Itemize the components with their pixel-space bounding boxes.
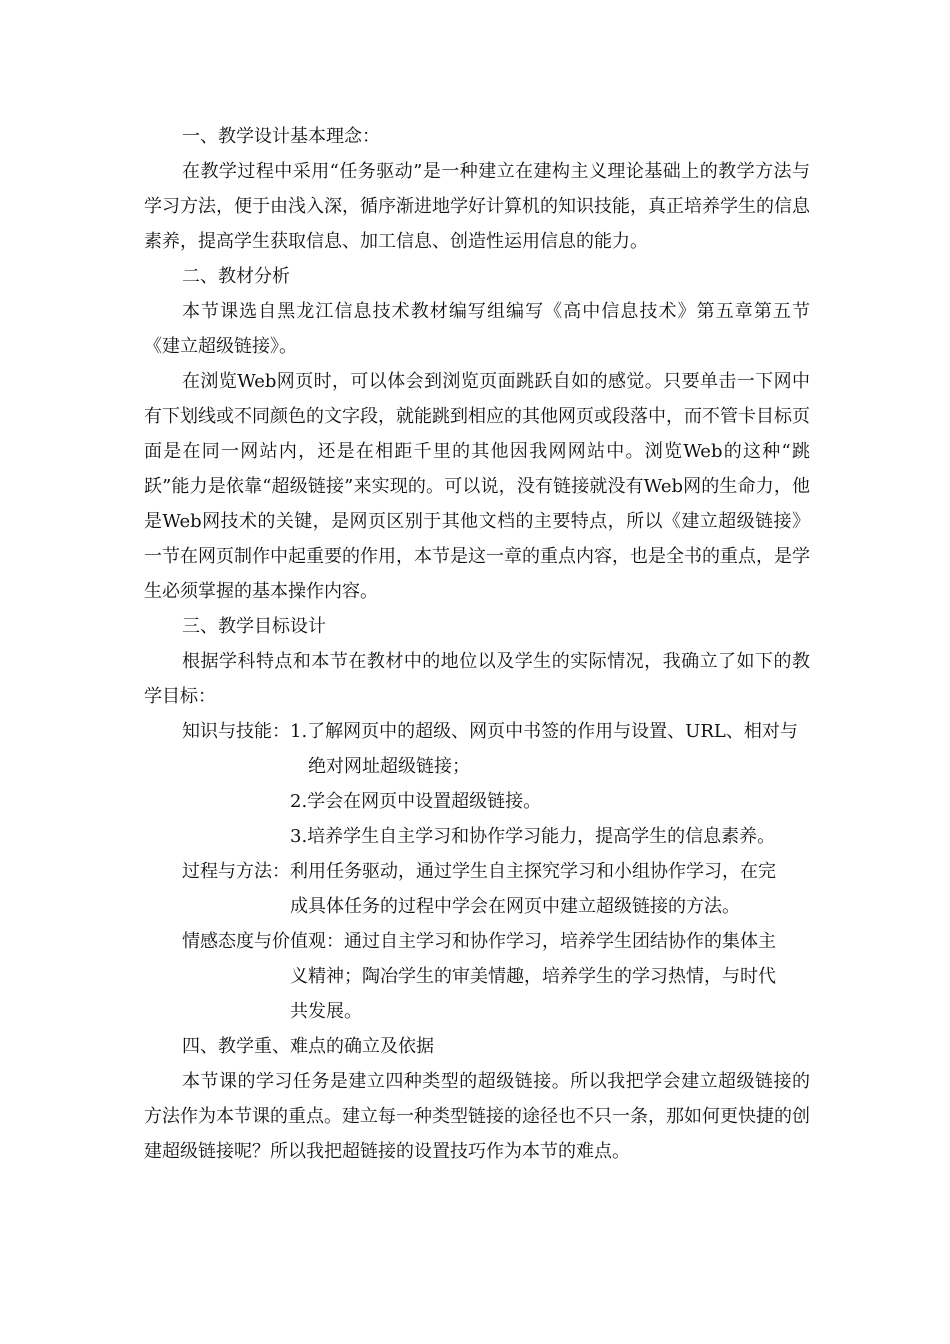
objective-knowledge-item-1-line-2: 绝对网址超级链接； [308,756,470,777]
section-heading-key-difficult-points: 四、教学重、难点的确立及依据 [182,1036,434,1057]
objective-process-line-2: 成具体任务的过程中学会在网页中建立超级链接的方法。 [290,896,740,917]
objective-knowledge-item-2: 2.学会在网页中设置超级链接。 [290,791,542,812]
objective-emotion-label: 情感态度与价值观： [182,931,344,952]
objective-emotion-line-2: 义精神；陶冶学生的审美情趣，培养学生的学习热情，与时代 [290,966,776,987]
objective-knowledge-item-3: 3.培养学生自主学习和协作学习能力，提高学生的信息素养。 [290,826,776,847]
objective-emotion-line-1: 通过自主学习和协作学习，培养学生团结协作的集体主 [344,931,776,952]
paragraph-objectives-intro: 根据学科特点和本节在教材中的地位以及学生的实际情况，我确立了如下的教学目标： [144,651,810,707]
objective-emotion-values [144,924,810,1029]
objective-knowledge-item-1-line-1: 1.了解网页中的超级、网页中书签的作用与设置、URL、相对与 [290,721,798,742]
section-heading-material-analysis: 二、教材分析 [182,266,290,287]
objective-knowledge-skills [144,714,810,854]
objective-process-methods [144,854,810,924]
objective-process-line-1: 利用任务驱动，通过学生自主探究学习和小组协作学习，在完 [290,861,776,882]
section-heading-objectives: 三、教学目标设计 [182,616,326,637]
paragraph-material-source: 本节课选自黑龙江信息技术教材编写组编写《高中信息技术》第五章第五节《建立超级链接》。 [144,301,810,357]
paragraph-material-importance: 在浏览Web网页时，可以体会到浏览页面跳跃自如的感觉。只要单击一下网中有下划线或不同颜色的文字段，就能跳到相应的其他网页或段落中，而不管卡目标页面是在同一网站内，还是在相距千里的其他因我网网站中。浏览Web的这种“跳跃”能力是依靠“超级链接”来实现的。可以说，没有链接就没有Web网的生命力，他是Web网技术的关键，是网页区别于其他文档的主要特点，所以《建立超级链接》一节在网页制作中起重要的作用，本节是这一章的重点内容，也是全书的重点，是学生必须掌握的基本操作内容。 [144,371,810,602]
objective-knowledge-item-1 [290,714,810,749]
paragraph-philosophy: 在教学过程中采用“任务驱动”是一种建立在建构主义理论基础上的教学方法与学习方法，便于由浅入深，循序渐进地学好计算机的知识技能，真正培养学生的信息素养，提高学生获取信息、加工信息、创造性运用信息的能力。 [144,161,810,252]
document-body [144,119,810,1169]
paragraph-key-difficult-points: 本节课的学习任务是建立四种类型的超级链接。所以我把学会建立超级链接的方法作为本节课的重点。建立每一种类型链接的途径也不只一条，那如何更快捷的创建超级链接呢？所以我把超链接的设置技巧作为本节的难点。 [144,1071,810,1162]
objective-knowledge-label: 知识与技能： [182,721,290,742]
section-heading-philosophy: 一、教学设计基本理念： [182,126,380,147]
objective-process-label: 过程与方法： [182,861,290,882]
objective-emotion-line-3: 共发展。 [290,1001,362,1022]
